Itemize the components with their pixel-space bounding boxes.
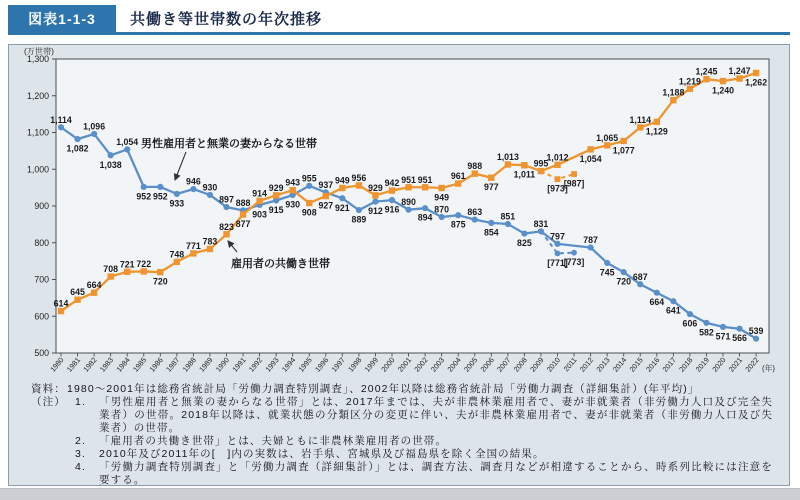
x-tick-label: 1988 (180, 355, 198, 374)
x-tick-label: 1992 (246, 355, 265, 374)
data-value-label: 1,129 (645, 126, 668, 137)
data-value-label: 933 (169, 198, 185, 209)
data-value-label: 1,114 (629, 114, 652, 125)
bracketed-value-label: [987] (563, 178, 585, 189)
bracketed-point (571, 250, 577, 256)
data-point (472, 170, 478, 176)
data-value-label: 641 (666, 305, 681, 316)
note-num: 2. (75, 435, 86, 447)
x-tick-label: 1981 (64, 355, 83, 374)
x-tick-label: 1996 (313, 355, 331, 374)
data-point (687, 86, 693, 92)
data-value-label: 888 (235, 197, 251, 208)
data-point (554, 162, 560, 168)
x-tick-label: 2001 (395, 355, 414, 374)
data-value-label: 645 (70, 287, 85, 298)
y-tick-label: 1,300 (26, 54, 49, 64)
data-point (587, 146, 593, 152)
data-point (455, 212, 461, 218)
data-value-label: 823 (219, 221, 234, 232)
data-point (306, 183, 312, 189)
data-value-label: 915 (268, 204, 284, 215)
note-num: 1. (75, 396, 86, 408)
x-tick-label: 2009 (528, 355, 546, 374)
data-point (389, 187, 395, 193)
data-value-label: 1,245 (695, 66, 718, 77)
data-point (157, 184, 163, 190)
blue-series-annotation: 男性雇用者と無業の妻からなる世帯 (141, 138, 317, 150)
x-tick-label: 1985 (130, 355, 149, 374)
bracketed-point (555, 176, 561, 182)
data-point (455, 180, 461, 186)
data-point (720, 78, 726, 84)
data-value-label: 1,077 (612, 145, 635, 156)
data-point (323, 193, 329, 199)
y-tick-label: 1,200 (26, 90, 49, 101)
data-value-label: 988 (467, 161, 483, 172)
data-value-label: 566 (732, 333, 747, 344)
data-point (58, 124, 64, 130)
data-point (720, 324, 726, 330)
data-point (256, 198, 262, 204)
data-point (488, 220, 494, 226)
data-point (621, 138, 627, 144)
data-value-label: 745 (599, 267, 615, 278)
x-tick-label: 1987 (164, 355, 182, 374)
data-point (339, 185, 345, 191)
data-point (174, 259, 180, 265)
data-value-label: 797 (550, 231, 565, 242)
data-value-label: 664 (86, 280, 102, 291)
x-tick-label: 1980 (48, 355, 66, 374)
x-tick-label: 2016 (644, 355, 662, 374)
x-tick-label: 1986 (147, 355, 165, 374)
data-value-label: 854 (483, 227, 499, 238)
note-num: 4. (75, 461, 86, 473)
data-point (703, 320, 709, 326)
data-point (290, 187, 296, 193)
data-value-label: 1,054 (579, 153, 602, 164)
data-point (488, 175, 494, 181)
data-value-label: 571 (715, 331, 731, 342)
data-point (124, 146, 130, 152)
data-value-label: 929 (368, 182, 383, 193)
data-point (356, 207, 362, 213)
x-tick-label: 2010 (544, 355, 563, 374)
data-point (736, 75, 742, 81)
data-value-label: 897 (219, 194, 234, 205)
x-tick-label: 2005 (461, 355, 480, 374)
data-point (58, 308, 64, 314)
data-value-label: 720 (616, 276, 632, 287)
data-value-label: 664 (649, 297, 665, 308)
data-point (405, 207, 411, 213)
notes-list (75, 396, 773, 487)
bracketed-point (555, 251, 561, 257)
y-tick-label: 1,100 (26, 127, 49, 138)
y-axis-unit: (万世帯) (23, 47, 54, 56)
data-point (472, 216, 478, 222)
data-point (505, 221, 511, 227)
data-point (604, 260, 610, 266)
x-tick-label: 2003 (428, 355, 447, 374)
data-value-label: 722 (136, 258, 152, 269)
data-value-label: 908 (301, 207, 317, 218)
note-text: 「労働力調査特別調査」と「労働力調査（詳細集計）」とは、調査方法、調査月などが相違することから、時系列比較には注意を要する。 (99, 461, 773, 486)
x-tick-label: 1995 (296, 355, 314, 374)
note-text: 「雇用者の共働き世帯」とは、夫婦ともに非農林業雇用者の世帯。 (99, 435, 447, 447)
data-point (356, 182, 362, 188)
data-value-label: 787 (583, 235, 598, 246)
x-tick-label: 2021 (726, 355, 745, 374)
data-value-label: 894 (417, 212, 433, 223)
footnotes (9, 381, 789, 487)
notes-block (31, 396, 773, 487)
figure-number-badge: 図表1-1-3 (8, 5, 116, 32)
note-text: 2010年及び2011年の[ ]内の実数は、岩手県、宮城県及び福島県を除く全国の結果。 (99, 448, 545, 460)
data-point (637, 124, 643, 130)
data-point (74, 297, 80, 303)
data-value-label: 916 (384, 204, 400, 215)
data-value-label: 951 (401, 174, 416, 185)
bracketed-value-label: [771] (547, 257, 568, 268)
data-point (124, 269, 130, 275)
bracketed-point (571, 171, 577, 177)
data-value-label: 1,012 (546, 152, 569, 163)
line-chart (9, 45, 791, 381)
x-tick-label: 1994 (279, 355, 298, 374)
data-point (190, 250, 196, 256)
data-point (621, 269, 627, 275)
data-point (521, 230, 527, 236)
data-value-label: 937 (318, 179, 334, 190)
data-value-label: 1,011 (513, 169, 536, 180)
data-value-label: 903 (252, 209, 267, 220)
data-value-label: 877 (235, 218, 251, 229)
page-bottom-strip (0, 488, 800, 500)
data-value-label: 1,038 (99, 159, 122, 170)
bracketed-value-label: [773] (563, 257, 585, 268)
data-point (604, 142, 610, 148)
data-value-label: 942 (384, 178, 400, 189)
data-value-label: 614 (53, 298, 69, 309)
note-label: （注） (31, 396, 66, 408)
data-value-label: 889 (351, 214, 367, 225)
data-value-label: 863 (467, 207, 483, 218)
data-point (405, 184, 411, 190)
data-point (670, 97, 676, 103)
data-value-label: 977 (483, 182, 499, 193)
x-tick-label: 2002 (412, 355, 430, 374)
x-tick-label: 1993 (263, 355, 281, 374)
x-tick-label: 2008 (511, 355, 529, 374)
data-point (654, 119, 660, 125)
x-tick-label: 2000 (379, 355, 397, 374)
x-tick-label: 2013 (594, 355, 612, 374)
data-point (273, 192, 279, 198)
data-value-label: 1,262 (745, 77, 768, 88)
x-tick-label: 1983 (97, 355, 116, 374)
data-point (687, 311, 693, 317)
data-point (372, 192, 378, 198)
data-value-label: 949 (434, 192, 449, 203)
data-value-label: 929 (268, 182, 284, 193)
data-value-label: 927 (318, 200, 334, 211)
bracketed-value-label: [973] (547, 183, 568, 194)
note-num: 3. (75, 448, 86, 460)
data-value-label: 1,247 (728, 65, 751, 76)
x-tick-label: 2020 (710, 355, 728, 374)
data-point (389, 197, 395, 203)
x-tick-label: 2011 (561, 355, 579, 374)
data-point (240, 211, 246, 217)
data-point (306, 200, 312, 206)
x-tick-label: 1997 (329, 355, 347, 374)
data-value-label: 870 (434, 204, 449, 215)
data-point (190, 186, 196, 192)
y-tick-label: 700 (34, 274, 49, 285)
data-value-label: 930 (285, 199, 301, 210)
data-point (538, 168, 544, 174)
data-value-label: 721 (119, 259, 135, 270)
data-value-label: 921 (335, 202, 350, 213)
x-tick-label: 1989 (197, 355, 215, 374)
data-value-label: 949 (335, 175, 350, 186)
x-tick-label: 1984 (114, 355, 132, 374)
data-point (670, 298, 676, 304)
data-value-label: 1,013 (496, 151, 519, 162)
x-tick-label: 2015 (627, 355, 645, 374)
x-tick-label: 2006 (478, 355, 496, 374)
y-tick-label: 900 (34, 201, 49, 211)
data-point (91, 131, 97, 137)
data-point (736, 326, 742, 332)
source-row (31, 383, 773, 396)
x-tick-label: 1982 (81, 355, 99, 374)
x-tick-label: 1999 (362, 355, 380, 374)
note-text: 「男性雇用者と無業の妻からなる世帯」とは、2017年までは、夫が非農林業雇用者で、妻が非就業者（非労働力人口及び完全失業者）の世帯。2018年以降は、就業状態の分類区分の変更に伴い、夫が非農林業雇用者で、妻が非就業者（非労働力人口及び失業者）の世帯。 (99, 396, 773, 434)
data-value-label: 1,082 (66, 143, 89, 154)
note-item (75, 461, 773, 487)
data-value-label: 1,114 (50, 114, 72, 125)
data-point (223, 204, 229, 210)
data-value-label: 687 (632, 271, 648, 282)
data-value-label: 851 (500, 211, 516, 222)
data-point (703, 76, 709, 82)
data-value-label: 1,054 (116, 136, 139, 147)
orange-series-annotation: 雇用者の共働き世帯 (231, 258, 330, 270)
data-value-label: 875 (450, 219, 466, 230)
note-item (75, 448, 773, 461)
data-value-label: 1,096 (83, 121, 106, 132)
data-value-label: 930 (202, 182, 218, 193)
page-title: 共働き等世帯数の年次推移 (130, 11, 323, 28)
data-point (223, 231, 229, 237)
data-point (107, 273, 113, 279)
data-value-label: 606 (682, 318, 698, 329)
data-point (174, 191, 180, 197)
data-point (654, 290, 660, 296)
x-tick-label: 2012 (577, 355, 596, 374)
data-value-label: 955 (301, 173, 317, 184)
x-axis-suffix: (年) (762, 364, 775, 373)
data-value-label: 956 (351, 172, 367, 183)
figure-header (8, 5, 790, 35)
data-point (554, 241, 560, 247)
data-value-label: 914 (252, 188, 267, 199)
data-value-label: 951 (417, 174, 433, 185)
data-point (141, 184, 147, 190)
data-point (157, 269, 163, 275)
data-value-label: 890 (401, 197, 416, 208)
data-point (91, 290, 97, 296)
data-point (339, 195, 345, 201)
source-text: 1980～2001年は総務省統計局「労働力調査特別調査」、2002年以降は総務省統計局「労働力調査（詳細集計）(年平均)」 (67, 383, 700, 395)
data-point (372, 198, 378, 204)
data-value-label: 1,240 (711, 85, 735, 96)
data-value-label: 961 (450, 171, 466, 182)
data-value-label: 1,188 (662, 87, 685, 98)
y-tick-label: 1,000 (26, 164, 49, 175)
data-value-label: 912 (368, 206, 383, 217)
data-value-label: 539 (748, 326, 764, 337)
data-point (538, 228, 544, 234)
x-tick-label: 2007 (495, 355, 513, 374)
data-point (588, 244, 594, 250)
data-value-label: 1,065 (596, 132, 619, 143)
x-tick-label: 1990 (213, 355, 232, 374)
data-point (108, 152, 114, 158)
chart-panel (8, 44, 790, 486)
data-value-label: 825 (517, 238, 532, 249)
data-point (521, 162, 527, 168)
data-point (74, 136, 80, 142)
data-point (207, 192, 213, 198)
x-tick-label: 1998 (346, 355, 364, 374)
data-value-label: 952 (136, 191, 152, 202)
source-label: 資料： (31, 383, 66, 395)
data-value-label: 995 (533, 158, 549, 169)
x-tick-label: 2004 (445, 355, 463, 374)
data-point (438, 185, 444, 191)
data-point (422, 184, 428, 190)
data-point (439, 214, 445, 220)
note-item (75, 435, 773, 448)
data-value-label: 1,219 (678, 76, 701, 87)
data-value-label: 720 (152, 276, 168, 287)
y-tick-label: 800 (34, 237, 49, 248)
x-tick-label: 2022 (743, 355, 761, 374)
data-value-label: 946 (186, 176, 201, 187)
x-tick-label: 2019 (693, 355, 711, 374)
data-value-label: 783 (202, 236, 218, 247)
data-value-label: 771 (186, 240, 201, 251)
data-value-label: 943 (285, 177, 301, 188)
data-point (637, 281, 643, 287)
y-tick-label: 500 (34, 348, 49, 358)
data-point (753, 70, 759, 76)
data-point (141, 268, 147, 274)
x-tick-label: 2018 (677, 355, 695, 374)
note-item (75, 396, 773, 435)
y-tick-label: 600 (34, 311, 49, 322)
data-point (505, 161, 511, 167)
x-tick-label: 2014 (610, 355, 629, 374)
x-tick-label: 2017 (660, 355, 678, 374)
data-point (422, 205, 428, 211)
data-value-label: 748 (169, 249, 185, 260)
x-tick-label: 1991 (230, 355, 248, 374)
data-value-label: 582 (699, 327, 714, 338)
data-value-label: 952 (152, 191, 168, 202)
data-value-label: 831 (533, 218, 549, 229)
data-point (753, 336, 759, 342)
data-point (207, 246, 213, 252)
data-value-label: 708 (103, 264, 118, 275)
